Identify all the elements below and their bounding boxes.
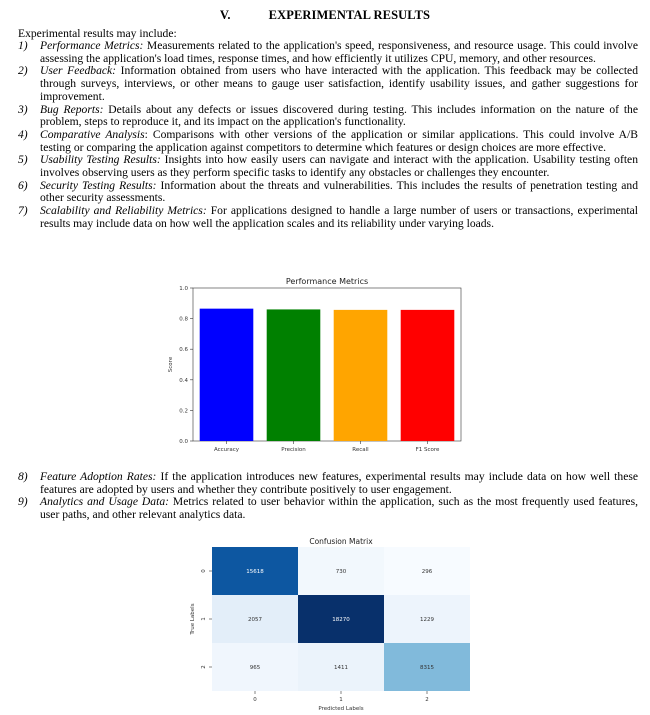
item-title: Usability Testing Results: [40,153,161,167]
item-title: Analytics and Usage Data: [40,495,169,509]
item-text: Information obtained from users who have interacted with the application. This feedback may be collected through surveys, interviews, or other means to gauge user satisfaction, identify usability issues, and gather suggestions for improvement. [40,64,638,103]
y-tick-label: 1.0 [179,286,188,292]
item-number: 2) [18,64,28,78]
x-tick-label: F1 Score [415,447,440,453]
item-text: Information about the threats and vulnerabilities. This includes the results of penetration testing and other security assessments. [40,178,638,205]
item-title: Performance Metrics: [40,39,144,52]
y-axis-label: Score [168,356,174,373]
item-number: 1) [18,39,28,52]
x-tick-label: Precision [281,447,306,453]
item-text: Insights into how easily users can navigate and interact with the application. Usability testing often involves observing users as they perform specific tasks to identify any obstacles or challenges they encounter. [40,153,639,180]
x-tick-label: 0 [253,697,257,703]
section-heading [0,8,650,23]
list-item [18,104,638,129]
item-text: Details about any defects or issues discovered during testing. This includes information on the nature of the problem, steps to reproduce it, and its impact on the application's functionality. [40,102,638,129]
cell-value: 730 [335,569,347,575]
cell-value: 296 [421,569,433,575]
item-title: Security Testing Results: [40,178,157,192]
bar-accuracy [200,309,254,441]
cell-value: 1229 [420,617,434,623]
x-tick-label: 1 [339,697,343,703]
item-title: Scalability and Reliability Metrics: [40,204,207,218]
item-title: Bug Reports: [40,102,104,116]
item-number: 8) [18,470,28,483]
cell-value: 965 [249,665,261,671]
y-tick-label: 0.6 [179,347,188,354]
y-tick-label: 0.2 [179,408,188,415]
list-item [18,205,638,230]
list-item [18,65,638,103]
intro-text: Experimental results may include: [18,27,177,40]
y-tick-label: 1 [201,617,207,621]
y-axis-label: True Labels [190,603,196,635]
item-number: 4) [18,127,28,141]
item-text: Measurements related to the application's speed, responsiveness, and resource usage. This could involve assessing the application's load times, response times, and how efficiently it utilizes CPU, memory, and other resources. [40,39,638,65]
x-axis-label: Predicted Labels [318,706,364,712]
section-number: V. [219,8,231,22]
y-tick-label: 0 [201,569,207,573]
chart-title: Performance Metrics [285,277,369,286]
item-text: For applications designed to handle a large number of users or transactions, experimental results may include data on how well the application scales and its reliability under varying loads. [40,204,638,230]
item-text: If the application introduces new features, experimental results may include data on how well these features are adopted by users and whether they contribute positively to user engagement. [40,470,639,496]
list-item [18,154,638,179]
section-title: EXPERIMENTAL RESULTS [268,8,431,22]
cell-value: 15618 [246,569,264,575]
item-text: Metrics related to user behavior within the application, such as the most frequently used features, user paths, and other relevant analytics data. [40,495,638,522]
x-tick-label: 2 [425,697,429,703]
cell-value: 18270 [332,617,350,623]
cell-value: 2057 [248,617,262,623]
list-item [18,180,638,205]
y-tick-label: 0.4 [179,377,188,384]
results-list [18,40,638,231]
list-item [18,496,638,521]
y-tick-label: 0.0 [179,439,188,445]
list-item [18,129,638,154]
item-number: 5) [18,153,28,167]
cell-value: 8315 [420,665,434,671]
performance-metrics-chart [164,274,474,458]
item-title: Comparative Analysis [40,127,145,141]
item-title: User Feedback: [40,64,117,78]
list-item [18,471,638,496]
bar-precision [267,309,321,441]
item-title: Feature Adoption Rates: [40,470,157,483]
list-item [18,40,638,65]
results-list-continued [18,471,638,522]
y-tick-label: 0.8 [179,316,188,323]
chart-title: Confusion Matrix [309,537,373,546]
bar-recall [334,310,388,441]
cell-value: 1411 [334,665,348,671]
item-number: 9) [18,495,28,509]
x-tick-label: Accuracy [213,447,240,453]
x-tick-label: Recall [352,447,369,453]
confusion-matrix-chart [186,535,476,715]
item-text: : Comparisons with other versions of the application or similar applications. This could involve A/B testing or comparing the application against competitors to determine which features or design choices are more effective. [40,127,639,154]
bar-f1-score [401,310,455,441]
item-number: 7) [18,204,28,218]
item-number: 6) [18,178,28,192]
item-number: 3) [18,102,28,116]
y-tick-label: 2 [201,665,207,669]
